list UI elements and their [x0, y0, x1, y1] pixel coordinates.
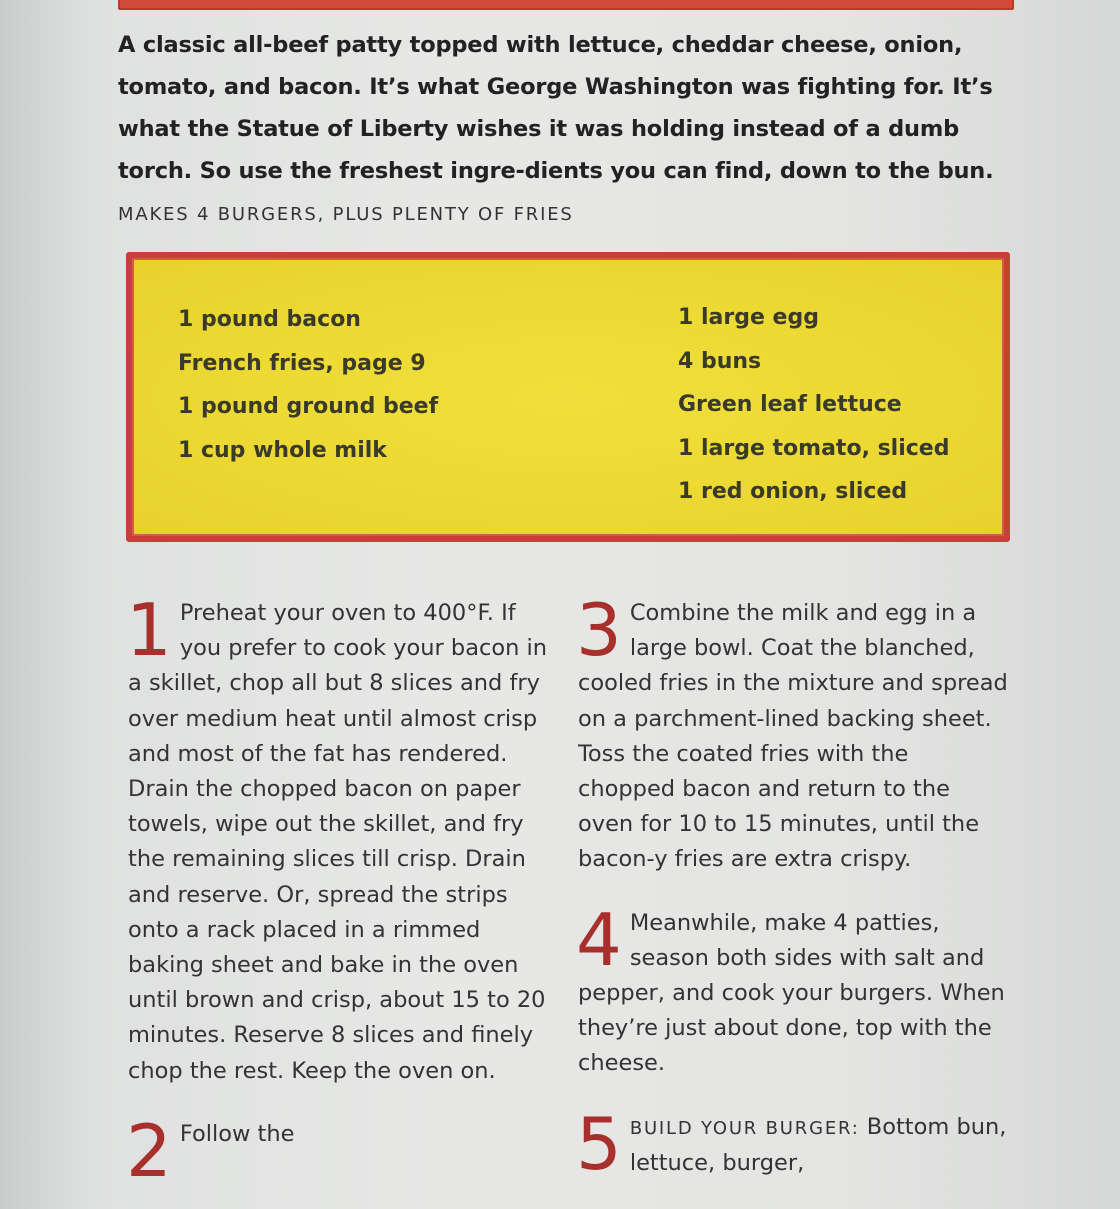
ingredient-item: 4 buns — [678, 348, 762, 374]
step-number: 4 — [576, 897, 622, 982]
step-label: BUILD YOUR BURGER: — [629, 1117, 860, 1139]
top-red-banner — [118, 0, 1014, 10]
ingredients-left-column — [178, 298, 438, 472]
step-text: Bottom bun, lettuce, burger, — [629, 1113, 1007, 1176]
ingredients-right-column — [678, 296, 949, 514]
step-4 — [576, 897, 1008, 1082]
ingredients-box — [126, 252, 1010, 542]
ingredient-item: 1 large egg — [678, 305, 819, 330]
step-number: 2 — [126, 1108, 172, 1193]
step-number: 1 — [126, 588, 172, 672]
step-text: Combine the milk and egg in a large bowl. Coat the blanched, cooled fries in the mixture and spread on a parchment-lined backing sheet. Toss the coated fries with the chopped bacon and return to the oven for 10 to 15 minutes, until the bacon-y fries are extra crispy. — [578, 600, 1008, 873]
ingredient-item: 1 red onion, sliced — [678, 479, 908, 504]
ingredient-item: 1 large tomato, sliced — [678, 435, 950, 461]
step-number: 5 — [576, 1101, 622, 1186]
recipe-intro — [118, 24, 1018, 236]
step-number: 3 — [576, 588, 622, 672]
ingredient-item: 1 pound bacon — [178, 307, 361, 332]
steps-right-column — [576, 588, 1008, 1209]
step-text: Meanwhile, make 4 patties, season both sides with salt and pepper, and cook your burgers. When they’re just about done, top with the cheese. — [578, 909, 1005, 1077]
ingredient-item: French fries, page 9 — [178, 350, 426, 376]
ingredient-item: Green leaf lettuce — [678, 392, 902, 417]
steps-left-column — [126, 588, 548, 1193]
step-3 — [576, 588, 1008, 878]
step-1 — [126, 588, 548, 1089]
step-text: Follow the — [179, 1120, 295, 1147]
recipe-yield: MAKES 4 BURGERS, PLUS PLENTY OF FRIES — [118, 204, 574, 225]
intro-text: A classic all-beef patty topped with lettuce, cheddar cheese, onion, tomato, and bacon. It’s what George Washington was fighting for. It’s what the Statue of Liberty wishes it was holding instead of a dumb torch. So use the freshest ingre-dients you can find, down to the bun. — [118, 32, 994, 184]
ingredient-item: 1 pound ground beef — [178, 394, 439, 419]
step-5 — [576, 1101, 1008, 1186]
step-text: Preheat your oven to 400°F. If you prefer to cook your bacon in a skillet, chop all but 8 slices and fry over medium heat until almost crisp and most of the fat has rendered. Drain the chopped bacon on paper towels, wipe out the skillet, and fry the remaining slices till crisp. Drain and reserve. Or, spread the strips onto a rack placed in a rimmed baking sheet and bake in the oven until brown and crisp, about 15 to 20 minutes. Reserve 8 slices and finely chop the rest. Keep the oven on. — [128, 600, 548, 1084]
ingredient-item: 1 cup whole milk — [178, 437, 387, 463]
step-2 — [126, 1108, 548, 1193]
